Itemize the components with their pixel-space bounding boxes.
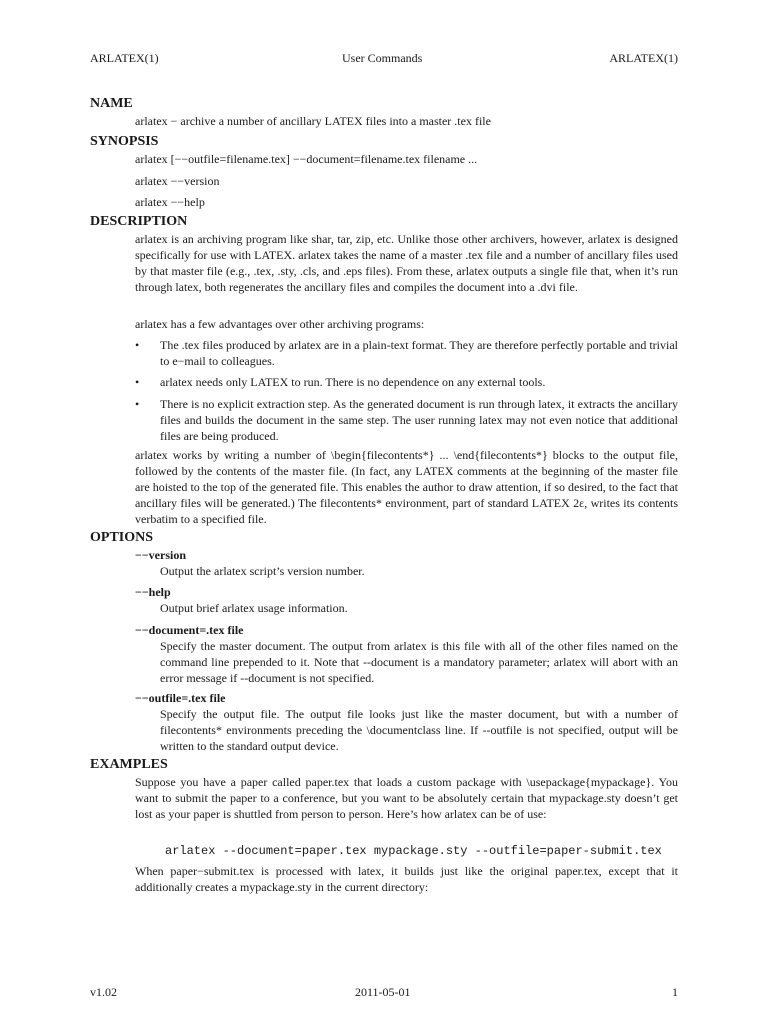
description-paragraph-3: arlatex works by writing a number of \begin{filecontents*} ... \end{filecontents*} blocks to the output file, followed by the contents of the master file. (In fact, any LATEX comments at the beginning of the master file are hoisted to the top of the generated file. This enables the author to draw attention, if so desired, to the fact that ancillary files will be generated.) The filecontents* environment, part of standard LATEX 2ε, writes its contents verbatim to a specified file. bbox=[135, 448, 678, 526]
synopsis-line-1: arlatex [−−outfile=filename.tex] −−document=filename.tex filename ... bbox=[135, 152, 478, 166]
examples-paragraph-1: Suppose you have a paper called paper.tex that loads a custom package with \usepackage{mypackage}. You want to submit the paper to a conference, but you want to be absolutely certain that mypackage.sty doesn’t get lost as your paper is shuttled from person to person. Here’s how arlatex can be of use: bbox=[135, 775, 678, 821]
header-center: User Commands bbox=[342, 51, 423, 65]
footer-date: 2011-05-01 bbox=[355, 985, 411, 999]
header-left: ARLATEX(1) bbox=[90, 51, 159, 65]
example-command: arlatex --document=paper.tex mypackage.sty --outfile=paper-submit.tex bbox=[165, 844, 662, 858]
synopsis-line-2: arlatex −−version bbox=[135, 174, 220, 188]
section-description-heading: DESCRIPTION bbox=[90, 214, 188, 229]
header-right: ARLATEX(1) bbox=[609, 51, 678, 65]
section-examples-heading: EXAMPLES bbox=[90, 757, 168, 772]
section-options-heading: OPTIONS bbox=[90, 530, 154, 545]
bullet-item-2: arlatex needs only LATEX to run. There is no dependence on any external tools. bbox=[160, 375, 546, 389]
bullet-item-3: There is no explicit extraction step. As the generated document is run through latex, it extracts the ancillary files and builds the document in the same step. The user running latex may not even notice that additional files are being produced. bbox=[160, 397, 678, 443]
option-term-help: −−help bbox=[135, 585, 171, 599]
name-line: arlatex − archive a number of ancillary LATEX files into a master .tex file bbox=[135, 114, 491, 128]
section-synopsis-heading: SYNOPSIS bbox=[90, 134, 159, 149]
footer-version: v1.02 bbox=[90, 985, 117, 999]
examples-paragraph-2: When paper−submit.tex is processed with latex, it builds just like the original paper.tex, except that it additionally creates a mypackage.sty in the current directory: bbox=[135, 864, 678, 894]
bullet-marker: • bbox=[135, 338, 140, 352]
description-paragraph-1: arlatex is an archiving program like shar, tar, zip, etc. Unlike those other archivers, however, arlatex is designed specifically for use with LATEX. arlatex takes the name of a master .tex file and a number of ancillary files used by that master file (e.g., .tex, .sty, .cls, and .eps files). From these, arlatex outputs a single file that, when it’s run through latex, both regenerates the ancillary files and compiles the document into a .dvi file. bbox=[135, 232, 678, 294]
option-term-document: −−document=.tex file bbox=[135, 623, 244, 637]
option-desc-document: Specify the master document. The output from arlatex is this file with all of the other files named on the command line prepended to it. Note that --document is a mandatory parameter; arlatex will abort with an error message if --document is not specified. bbox=[160, 639, 678, 685]
bullet-item-1: The .tex files produced by arlatex are in a plain-text format. They are therefore perfectly portable and trivial to e−mail to colleagues. bbox=[160, 338, 678, 368]
option-desc-help: Output brief arlatex usage information. bbox=[160, 601, 348, 615]
bullet-marker: • bbox=[135, 397, 140, 411]
bullet-marker: • bbox=[135, 375, 140, 389]
option-term-version: −−version bbox=[135, 548, 187, 562]
footer-page-number: 1 bbox=[672, 985, 678, 999]
description-paragraph-2: arlatex has a few advantages over other archiving programs: bbox=[135, 317, 425, 331]
synopsis-line-3: arlatex −−help bbox=[135, 195, 205, 209]
section-name-heading: NAME bbox=[90, 96, 133, 111]
option-term-outfile: −−outfile=.tex file bbox=[135, 691, 226, 705]
option-desc-version: Output the arlatex script’s version number. bbox=[160, 564, 365, 578]
option-desc-outfile: Specify the output file. The output file looks just like the master document, but with a number of filecontents* environments preceding the \documentclass line. If --outfile is not specified, output will be written to the standard output device. bbox=[160, 707, 678, 753]
